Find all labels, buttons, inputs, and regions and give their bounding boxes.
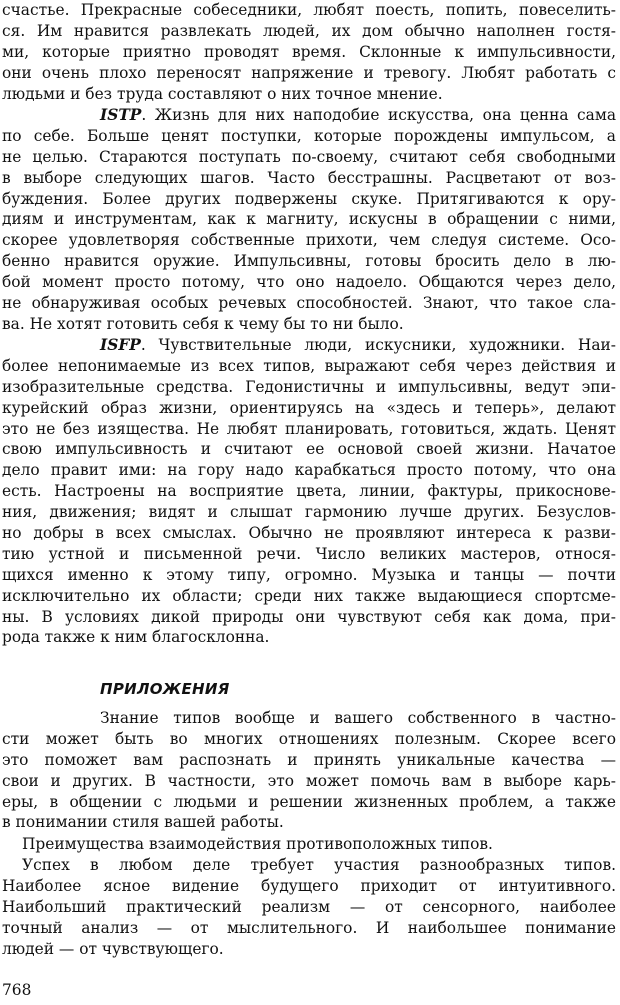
- type-term-istp: ISTP: [100, 106, 142, 124]
- text-line: бой момент просто потому, что оно надоело. Общаются через дело,: [2, 273, 616, 292]
- text-line: еры, в общении с людьми и решении жизненных проблем, а также: [2, 792, 616, 811]
- text-line: людьми и без труда составляют о них точное мнение.: [2, 84, 443, 103]
- section-heading: ПРИЛОЖЕНИЯ: [100, 680, 230, 698]
- text-line: они очень плохо переносят напряжение и тревогу. Любят работать с: [2, 63, 616, 82]
- text-line: [2, 105, 616, 126]
- text-line: рода также к ним благосклонна.: [2, 628, 270, 647]
- text-line: людей — от чувствующего.: [2, 939, 224, 958]
- paragraph-appendix-2: [2, 834, 616, 855]
- text-line: точный анализ — от мыслительного. И наибольшее понимание: [2, 918, 616, 937]
- page-number: 768: [2, 981, 32, 999]
- text-line: ся. Им нравится развлекать людей, их дом обычно наполнен гостя-: [2, 21, 616, 40]
- text-line: не целью. Стараются поступать по-своему, считают себя свободными: [2, 147, 616, 166]
- text-line: счастье. Прекрасные собеседники, любят поесть, попить, повеселить-: [2, 1, 616, 19]
- text-line: свои и других. В частности, это может помочь вам в выборе карь-: [2, 771, 616, 790]
- text-run: . Жизнь для них наподобие искусства, она ценна сама: [141, 106, 616, 124]
- paragraph-isfp: [2, 335, 616, 648]
- text-line: дело правит ими: на гору надо карабкаться просто потому, что она: [2, 461, 616, 480]
- text-line: Успех в любом деле требует участия разнообразных типов.: [22, 856, 616, 874]
- paragraph-appendix-1: [2, 708, 616, 833]
- text-line: по себе. Больше ценят поступки, которые порождены импульсом, а: [2, 126, 616, 145]
- text-line: не обнаруживая особых речевых способностей. Знают, что такое сла-: [2, 294, 616, 313]
- text-line: диям и инструментам, как к магниту, искусны в обращении с ними,: [2, 210, 616, 229]
- text-line: Преимущества взаимодействия противоположных типов.: [22, 835, 493, 853]
- text-line: ния, движения; видят и слышат гармонию лучше других. Безуслов-: [2, 503, 616, 522]
- text-line: бенно нравится оружие. Импульсивны, готовы бросить дело в лю-: [2, 252, 616, 271]
- text-line: [2, 335, 616, 356]
- paragraph-continuation: [2, 0, 616, 104]
- text-run: . Чувствительные люди, искусники, художники. Наи-: [140, 336, 616, 354]
- text-line: изобразительные средства. Гедонистичны и импульсивны, ведут эпи-: [2, 377, 616, 396]
- text-line: но добры в всех смыслах. Обычно не проявляют интереса к разви-: [2, 524, 616, 543]
- text-line: буждения. Более других подвержены скуке. Притягиваются к ору-: [2, 189, 616, 208]
- text-line: тию устной и письменной речи. Число великих мастеров, относя-: [2, 544, 616, 563]
- text-line: в понимании стиля вашей работы.: [2, 813, 284, 832]
- text-line: ми, которые приятно проводят время. Склонные к импульсивности,: [2, 42, 616, 61]
- text-line: щихся именно к этому типу, огромно. Музыка и танцы — почти: [2, 565, 616, 584]
- text-line: есть. Настроены на восприятие цвета, линии, фактуры, прикоснове-: [2, 482, 616, 501]
- type-term-isfp: ISFP: [100, 336, 141, 354]
- text-line: в выборе следующих шагов. Часто бесстрашны. Расцветают от воз-: [2, 168, 616, 187]
- text-line: исключительно их области; среди них также выдающиеся спортсме-: [2, 586, 616, 605]
- text-line: сти может быть во многих отношениях полезным. Скорее всего: [2, 729, 616, 748]
- text-line: ны. В условиях дикой природы они чувствуют себя как дома, при-: [2, 607, 616, 626]
- text-line: это поможет вам распознать и принять уникальные качества —: [2, 750, 616, 769]
- text-line: более непонимаемые из всех типов, выражают себя через действия и: [2, 356, 616, 375]
- text-line: это не без изящества. Не любят планировать, готовиться, ждать. Ценят: [2, 419, 616, 438]
- text-line: свою импульсивность и считают ее основой своей жизни. Начатое: [2, 440, 616, 459]
- paragraph-istp: [2, 105, 616, 335]
- text-line: курейский образ жизни, ориентируясь на «здесь и теперь», делают: [2, 398, 616, 417]
- text-line: скорее удовлетворяя собственные прихоти, чем следуя системе. Осо-: [2, 231, 616, 250]
- text-line: Знание типов вообще и вашего собственного в частно-: [100, 709, 616, 727]
- paragraph-appendix-3: [2, 855, 616, 959]
- text-line: ва. Не хотят готовить себя к чему бы то ни было.: [2, 314, 404, 333]
- text-line: Наибольший практический реализм — от сенсорного, наиболее: [2, 897, 616, 916]
- text-line: Наиболее ясное видение будущего приходит от интуитивного.: [2, 876, 616, 895]
